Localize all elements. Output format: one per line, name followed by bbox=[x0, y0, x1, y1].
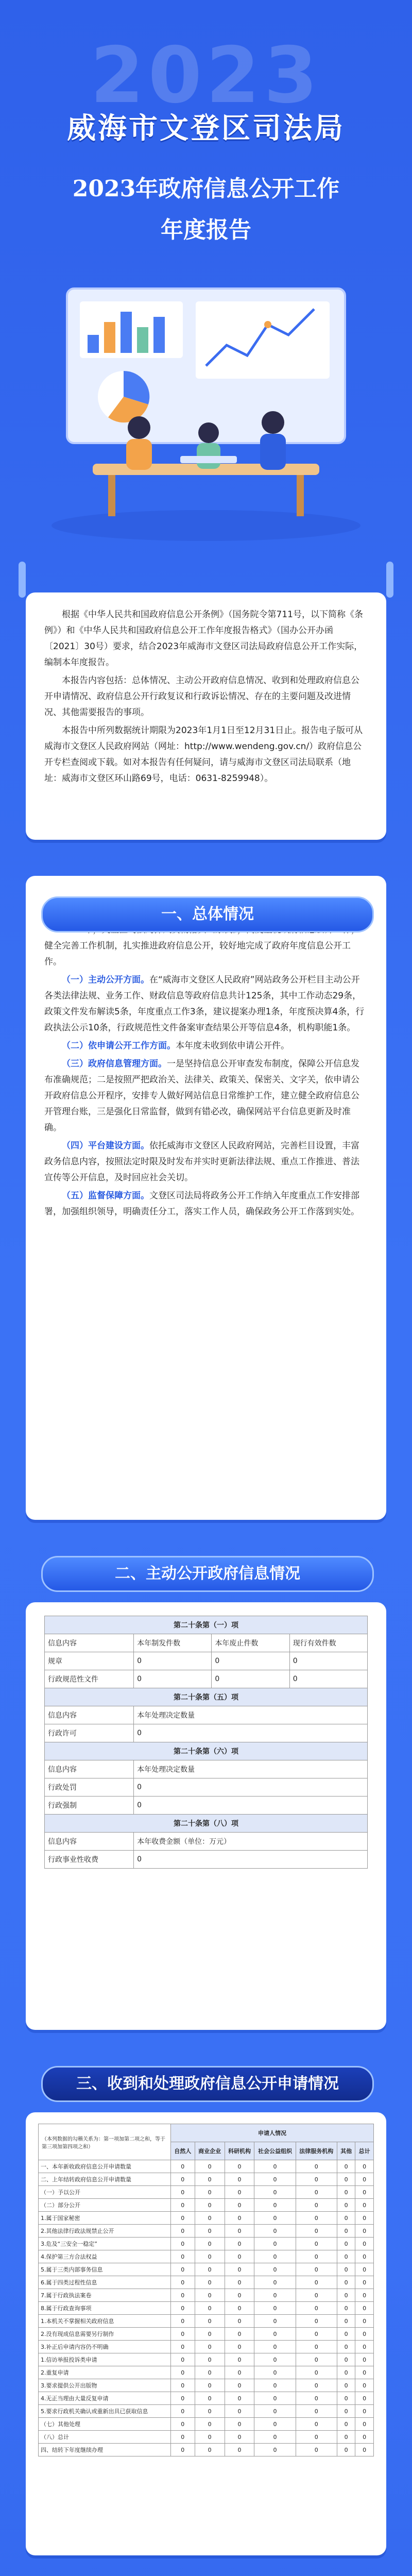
table-row bbox=[39, 2418, 374, 2431]
sec1-text-3: 一是坚持信息公开审查发布制度，保障公开信息发布准确规范；二是按照严把政治关、法律关、政策关、保密关、文字关，依申请公开政府信息公开程序，安排专人做好网站信息日常维护工作，建立健全政府信息公开管理台账，三是强化日常监督，做到有错必改，确保网站平台信息更新及时准确。 bbox=[44, 1059, 359, 1133]
org-title: 威海市文登区司法局 bbox=[67, 111, 345, 145]
table-row bbox=[39, 2353, 374, 2366]
table1-col-3: 现行有效件数 bbox=[289, 1634, 367, 1652]
count-cell: 0 bbox=[170, 2212, 195, 2225]
count-cell: 0 bbox=[296, 2431, 337, 2444]
applicant-header: 申请人情况 bbox=[170, 2124, 373, 2142]
table3-cell: 行政强制 bbox=[45, 1797, 134, 1815]
count-cell: 0 bbox=[195, 2353, 225, 2366]
table1-cell: 0 bbox=[289, 1652, 367, 1670]
row-label: 4.无正当理由大量反复申请 bbox=[39, 2392, 171, 2405]
table-row bbox=[45, 1797, 368, 1815]
count-cell: 0 bbox=[225, 2250, 254, 2263]
count-cell: 0 bbox=[170, 2276, 195, 2289]
count-cell: 0 bbox=[225, 2238, 254, 2250]
sec1-heading-3: （三）政府信息管理方面。 bbox=[62, 1059, 167, 1069]
count-cell: 0 bbox=[225, 2431, 254, 2444]
count-cell: 0 bbox=[337, 2379, 355, 2392]
table-row bbox=[39, 2225, 374, 2238]
section2-card bbox=[26, 1602, 386, 2030]
table4-col-0: 信息内容 bbox=[45, 1833, 134, 1851]
count-cell: 0 bbox=[254, 2212, 296, 2225]
count-cell: 0 bbox=[355, 2289, 374, 2302]
count-cell: 0 bbox=[355, 2238, 374, 2250]
count-cell: 0 bbox=[225, 2418, 254, 2431]
count-cell: 0 bbox=[195, 2212, 225, 2225]
count-cell: 0 bbox=[170, 2160, 195, 2173]
count-cell: 0 bbox=[225, 2366, 254, 2379]
table-row bbox=[39, 2263, 374, 2276]
table-row bbox=[45, 1652, 368, 1670]
office-illustration bbox=[31, 258, 381, 546]
table4-cell: 行政事业性收费 bbox=[45, 1851, 134, 1869]
count-cell: 0 bbox=[254, 2353, 296, 2366]
sec1-text-4: 依托威海市文登区人民政府网站，完善栏目设置，丰富政务信息内容，按照法定时限及时发布并实时更新法律法规、重点工作推进、普法宣传等公开信息，及时回应社会关切。 bbox=[44, 1141, 359, 1183]
count-cell: 0 bbox=[355, 2212, 374, 2225]
count-cell: 0 bbox=[170, 2199, 195, 2212]
table-row bbox=[39, 2341, 374, 2353]
table1-col-2: 本年废止件数 bbox=[212, 1634, 289, 1652]
count-cell: 0 bbox=[195, 2392, 225, 2405]
count-cell: 0 bbox=[337, 2418, 355, 2431]
count-cell: 0 bbox=[337, 2225, 355, 2238]
table2-header: 第二十条第（五）项 bbox=[45, 1688, 368, 1706]
count-cell: 0 bbox=[170, 2392, 195, 2405]
count-cell: 0 bbox=[195, 2173, 225, 2186]
table-row bbox=[39, 2328, 374, 2341]
count-cell: 0 bbox=[225, 2160, 254, 2173]
count-cell: 0 bbox=[296, 2366, 337, 2379]
table-row bbox=[39, 2160, 374, 2173]
applicant-col-5: 其他 bbox=[337, 2142, 355, 2160]
count-cell: 0 bbox=[355, 2418, 374, 2431]
count-cell: 0 bbox=[296, 2225, 337, 2238]
table-row bbox=[45, 1778, 368, 1797]
count-cell: 0 bbox=[337, 2405, 355, 2418]
count-cell: 0 bbox=[254, 2392, 296, 2405]
count-cell: 0 bbox=[337, 2173, 355, 2186]
table1-cell: 行政规范性文件 bbox=[45, 1670, 134, 1688]
count-cell: 0 bbox=[254, 2418, 296, 2431]
count-cell: 0 bbox=[254, 2250, 296, 2263]
sec1-heading-2: （二）依申请公开工作方面。 bbox=[62, 1041, 176, 1051]
applicant-col-1: 商业企业 bbox=[195, 2142, 225, 2160]
count-cell: 0 bbox=[337, 2263, 355, 2276]
count-cell: 0 bbox=[337, 2186, 355, 2199]
count-cell: 0 bbox=[170, 2444, 195, 2456]
table1-cell: 0 bbox=[212, 1652, 289, 1670]
count-cell: 0 bbox=[254, 2225, 296, 2238]
count-cell: 0 bbox=[296, 2173, 337, 2186]
count-cell: 0 bbox=[225, 2353, 254, 2366]
table-row bbox=[39, 2405, 374, 2418]
connector-left bbox=[19, 562, 26, 598]
report-title-line1: 2023年政府信息公开工作 bbox=[72, 176, 340, 202]
count-cell: 0 bbox=[170, 2353, 195, 2366]
count-cell: 0 bbox=[355, 2366, 374, 2379]
count-cell: 0 bbox=[254, 2341, 296, 2353]
count-cell: 0 bbox=[337, 2444, 355, 2456]
table-row bbox=[39, 2276, 374, 2289]
count-cell: 0 bbox=[355, 2341, 374, 2353]
count-cell: 0 bbox=[195, 2444, 225, 2456]
table-row bbox=[39, 2173, 374, 2186]
table1-cell: 0 bbox=[134, 1670, 212, 1688]
table3-cell: 行政处罚 bbox=[45, 1778, 134, 1797]
count-cell: 0 bbox=[225, 2173, 254, 2186]
count-cell: 0 bbox=[296, 2392, 337, 2405]
count-cell: 0 bbox=[296, 2418, 337, 2431]
background-year: 2023 bbox=[90, 31, 322, 121]
count-cell: 0 bbox=[195, 2341, 225, 2353]
sec1-text-2: 本年度未收到依申请公开件。 bbox=[176, 1041, 289, 1051]
table-row bbox=[39, 2392, 374, 2405]
count-cell: 0 bbox=[254, 2173, 296, 2186]
table-row bbox=[39, 2250, 374, 2263]
count-cell: 0 bbox=[225, 2341, 254, 2353]
applicant-col-3: 社会公益组织 bbox=[254, 2142, 296, 2160]
count-cell: 0 bbox=[254, 2238, 296, 2250]
intro-paragraph-1: 根据《中华人民共和国政府信息公开条例》（国务院令第711号，以下简称《条例》）和《中华人民共和国政府信息公开工作年度报告格式》（国办公开办函〔2021〕30号）要求，结合2023年威海市文登区司法局政府信息公开工作实际，编制本年度报告。 bbox=[44, 609, 363, 668]
count-cell: 0 bbox=[355, 2186, 374, 2199]
count-cell: 0 bbox=[170, 2315, 195, 2328]
count-cell: 0 bbox=[337, 2238, 355, 2250]
table-row bbox=[39, 2199, 374, 2212]
sec1-item-5 bbox=[44, 1188, 368, 1220]
count-cell: 0 bbox=[254, 2379, 296, 2392]
count-cell: 0 bbox=[195, 2238, 225, 2250]
count-cell: 0 bbox=[337, 2366, 355, 2379]
count-cell: 0 bbox=[296, 2212, 337, 2225]
row-label: 2.没有现成信息需要另行制作 bbox=[39, 2328, 171, 2341]
count-cell: 0 bbox=[170, 2379, 195, 2392]
count-cell: 0 bbox=[296, 2405, 337, 2418]
table1-cell: 0 bbox=[212, 1670, 289, 1688]
count-cell: 0 bbox=[296, 2199, 337, 2212]
count-cell: 0 bbox=[225, 2199, 254, 2212]
count-cell: 0 bbox=[254, 2366, 296, 2379]
count-cell: 0 bbox=[355, 2250, 374, 2263]
count-cell: 0 bbox=[225, 2405, 254, 2418]
row-label: 一、本年新收政府信息公开申请数量 bbox=[39, 2160, 171, 2173]
sec1-text-5: 文登区司法局将政务公开工作纳入年度重点工作安排部署，加强组织领导，明确责任分工，落实工作人员，确保政务公开工作落到实处。 bbox=[44, 1191, 359, 1217]
row-label: 7.属于行政执法案卷 bbox=[39, 2289, 171, 2302]
section3-heading: 三、收到和处理政府信息公开申请情况 bbox=[41, 2066, 374, 2102]
table3-col-0: 信息内容 bbox=[45, 1760, 134, 1778]
count-cell: 0 bbox=[337, 2250, 355, 2263]
count-cell: 0 bbox=[195, 2302, 225, 2315]
count-cell: 0 bbox=[337, 2160, 355, 2173]
table-row bbox=[45, 1670, 368, 1688]
table4-cell: 0 bbox=[134, 1851, 368, 1869]
count-cell: 0 bbox=[254, 2263, 296, 2276]
sec1-item-2 bbox=[44, 1038, 368, 1054]
count-cell: 0 bbox=[195, 2289, 225, 2302]
count-cell: 0 bbox=[296, 2315, 337, 2328]
count-cell: 0 bbox=[355, 2353, 374, 2366]
count-cell: 0 bbox=[296, 2444, 337, 2456]
count-cell: 0 bbox=[337, 2315, 355, 2328]
count-cell: 0 bbox=[225, 2263, 254, 2276]
row-label: 6.属于四类过程性信息 bbox=[39, 2276, 171, 2289]
table-row bbox=[39, 2366, 374, 2379]
sec1-text-1: 在“威海市文登区人民政府”网站政务公开栏目主动公开各类法律法规、业务工作、财政信息等政府信息共计125条，其中工作动态29条，政策文件发布解读5条，年度重点工作3条，建议提案办理1条，年度预决算4条，行政执法公示10条，行政规范性文件备案审查结果公开等信息4条，机构职能1条。 bbox=[44, 975, 365, 1033]
table2-cell: 0 bbox=[134, 1724, 368, 1742]
count-cell: 0 bbox=[337, 2328, 355, 2341]
count-cell: 0 bbox=[296, 2238, 337, 2250]
row-label: （一）予以公开 bbox=[39, 2186, 171, 2199]
application-table bbox=[38, 2124, 374, 2456]
count-cell: 0 bbox=[254, 2315, 296, 2328]
header-banner bbox=[0, 0, 412, 567]
count-cell: 0 bbox=[296, 2276, 337, 2289]
table1-col-0: 信息内容 bbox=[45, 1634, 134, 1652]
count-cell: 0 bbox=[355, 2225, 374, 2238]
row-label: 3.补正后申请内容仍不明确 bbox=[39, 2341, 171, 2353]
count-cell: 0 bbox=[170, 2186, 195, 2199]
row-label: 1.信访举报投诉类申请 bbox=[39, 2353, 171, 2366]
sec1-heading-1: （一）主动公开方面。 bbox=[62, 975, 149, 985]
table-row bbox=[39, 2315, 374, 2328]
count-cell: 0 bbox=[296, 2289, 337, 2302]
count-cell: 0 bbox=[170, 2173, 195, 2186]
table-row bbox=[39, 2302, 374, 2315]
count-cell: 0 bbox=[195, 2379, 225, 2392]
count-cell: 0 bbox=[195, 2276, 225, 2289]
table1-col-1: 本年制发件数 bbox=[134, 1634, 212, 1652]
table1-header: 第二十条第（一）项 bbox=[45, 1616, 368, 1634]
table2-cell: 行政许可 bbox=[45, 1724, 134, 1742]
count-cell: 0 bbox=[225, 2289, 254, 2302]
count-cell: 0 bbox=[254, 2302, 296, 2315]
count-cell: 0 bbox=[337, 2276, 355, 2289]
count-cell: 0 bbox=[170, 2289, 195, 2302]
row-label: 5.要求行政机关确认或重新出具已获取信息 bbox=[39, 2405, 171, 2418]
count-cell: 0 bbox=[355, 2302, 374, 2315]
count-cell: 0 bbox=[296, 2263, 337, 2276]
applicant-col-6: 总计 bbox=[355, 2142, 374, 2160]
count-cell: 0 bbox=[225, 2379, 254, 2392]
count-cell: 0 bbox=[355, 2173, 374, 2186]
count-cell: 0 bbox=[296, 2328, 337, 2341]
intro-card bbox=[26, 592, 386, 840]
count-cell: 0 bbox=[170, 2238, 195, 2250]
count-cell: 0 bbox=[225, 2212, 254, 2225]
sec1-heading-5: （五）监督保障方面。 bbox=[62, 1191, 149, 1201]
count-cell: 0 bbox=[355, 2328, 374, 2341]
count-cell: 0 bbox=[225, 2392, 254, 2405]
count-cell: 0 bbox=[195, 2263, 225, 2276]
count-cell: 0 bbox=[254, 2328, 296, 2341]
count-cell: 0 bbox=[355, 2444, 374, 2456]
row-label: （八）总计 bbox=[39, 2431, 171, 2444]
count-cell: 0 bbox=[254, 2289, 296, 2302]
table-row bbox=[45, 1724, 368, 1742]
count-cell: 0 bbox=[337, 2353, 355, 2366]
count-cell: 0 bbox=[254, 2431, 296, 2444]
table-row bbox=[39, 2444, 374, 2456]
count-cell: 0 bbox=[296, 2302, 337, 2315]
count-cell: 0 bbox=[296, 2186, 337, 2199]
count-cell: 0 bbox=[337, 2199, 355, 2212]
applicant-col-4: 法律服务机构 bbox=[296, 2142, 337, 2160]
count-cell: 0 bbox=[337, 2289, 355, 2302]
count-cell: 0 bbox=[170, 2263, 195, 2276]
row-label: 1.属于国家秘密 bbox=[39, 2212, 171, 2225]
table2-col-0: 信息内容 bbox=[45, 1706, 134, 1724]
count-cell: 0 bbox=[225, 2315, 254, 2328]
count-cell: 0 bbox=[225, 2302, 254, 2315]
row-label: 四、结转下年度继续办理 bbox=[39, 2444, 171, 2456]
connector-right bbox=[386, 562, 393, 598]
count-cell: 0 bbox=[170, 2341, 195, 2353]
count-cell: 0 bbox=[195, 2431, 225, 2444]
count-cell: 0 bbox=[355, 2276, 374, 2289]
intro-paragraph-2: 本报告内容包括：总体情况、主动公开政府信息情况、收到和处理政府信息公开申请情况、政府信息公开行政复议和行政诉讼情况、存在的主要问题及改进情况、其他需要报告的事项。 bbox=[44, 675, 359, 718]
count-cell: 0 bbox=[170, 2366, 195, 2379]
count-cell: 0 bbox=[170, 2302, 195, 2315]
count-cell: 0 bbox=[254, 2405, 296, 2418]
table-row bbox=[39, 2289, 374, 2302]
count-cell: 0 bbox=[170, 2225, 195, 2238]
row-label: 2.其他法律行政法规禁止公开 bbox=[39, 2225, 171, 2238]
count-cell: 0 bbox=[195, 2315, 225, 2328]
sec1-heading-4: （四）平台建设方面。 bbox=[62, 1141, 149, 1151]
row-label: （七）其他处理 bbox=[39, 2418, 171, 2431]
sec1-item-1 bbox=[44, 972, 368, 1036]
count-cell: 0 bbox=[195, 2328, 225, 2341]
intro-paragraph-3: 本报告中所列数据统计期限为2023年1月1日至12月31日止。报告电子版可从威海市文登区人民政府网站（网址：http://www.wendeng.gov.cn/）政府信息公开专栏查阅或下载。如对本报告有任何疑问，请与威海市文登区司法局联系（地址：威海市文登区环山路69号，电话：0631-8259948）。 bbox=[44, 725, 363, 784]
section1-heading: 一、总体情况 bbox=[41, 896, 374, 933]
table-row bbox=[39, 2186, 374, 2199]
row-label: 5.属于三类内部事务信息 bbox=[39, 2263, 171, 2276]
row-label: 1.本机关不掌握相关政府信息 bbox=[39, 2315, 171, 2328]
table-row bbox=[39, 2238, 374, 2250]
count-cell: 0 bbox=[337, 2212, 355, 2225]
table2-col-1: 本年处理决定数量 bbox=[134, 1706, 368, 1724]
count-cell: 0 bbox=[296, 2341, 337, 2353]
count-cell: 0 bbox=[195, 2160, 225, 2173]
count-cell: 0 bbox=[355, 2405, 374, 2418]
count-cell: 0 bbox=[195, 2405, 225, 2418]
count-cell: 0 bbox=[296, 2250, 337, 2263]
table-row bbox=[45, 1851, 368, 1869]
section1-card bbox=[26, 876, 386, 1520]
count-cell: 0 bbox=[195, 2366, 225, 2379]
count-cell: 0 bbox=[337, 2392, 355, 2405]
row-label: 8.属于行政查询事项 bbox=[39, 2302, 171, 2315]
section2-heading: 二、主动公开政府信息情况 bbox=[41, 1556, 374, 1592]
row-label: 3.要求提供公开出版物 bbox=[39, 2379, 171, 2392]
section3-card bbox=[26, 2112, 386, 2555]
count-cell: 0 bbox=[296, 2379, 337, 2392]
count-cell: 0 bbox=[195, 2186, 225, 2199]
count-cell: 0 bbox=[254, 2444, 296, 2456]
count-cell: 0 bbox=[195, 2199, 225, 2212]
count-cell: 0 bbox=[225, 2276, 254, 2289]
row-label: （二）部分公开 bbox=[39, 2199, 171, 2212]
count-cell: 0 bbox=[225, 2328, 254, 2341]
count-cell: 0 bbox=[337, 2341, 355, 2353]
table1-cell: 0 bbox=[134, 1652, 212, 1670]
count-cell: 0 bbox=[337, 2431, 355, 2444]
count-cell: 0 bbox=[355, 2431, 374, 2444]
count-cell: 0 bbox=[337, 2302, 355, 2315]
count-cell: 0 bbox=[170, 2431, 195, 2444]
row-label: 4.保护第三方合法权益 bbox=[39, 2250, 171, 2263]
count-cell: 0 bbox=[195, 2250, 225, 2263]
count-cell: 0 bbox=[225, 2186, 254, 2199]
table3-header: 第二十条第（六）项 bbox=[45, 1742, 368, 1760]
count-cell: 0 bbox=[225, 2444, 254, 2456]
table3-cell: 0 bbox=[134, 1797, 368, 1815]
table1-cell: 0 bbox=[289, 1670, 367, 1688]
count-cell: 0 bbox=[355, 2263, 374, 2276]
count-cell: 0 bbox=[254, 2276, 296, 2289]
table-article20-1 bbox=[44, 1616, 368, 1869]
report-title-line2: 年度报告 bbox=[161, 217, 251, 243]
table-row bbox=[39, 2212, 374, 2225]
count-cell: 0 bbox=[225, 2225, 254, 2238]
count-cell: 0 bbox=[355, 2392, 374, 2405]
sec1-item-3 bbox=[44, 1056, 368, 1136]
table3-main-col: （本列数据的勾稽关系为：第一项加第二项之和，等于第三项加第四项之和） bbox=[39, 2124, 171, 2160]
table-row bbox=[39, 2379, 374, 2392]
applicant-col-2: 科研机构 bbox=[225, 2142, 254, 2160]
row-label: 二、上年结转政府信息公开申请数量 bbox=[39, 2173, 171, 2186]
count-cell: 0 bbox=[355, 2379, 374, 2392]
table3-col-1: 本年处理决定数量 bbox=[134, 1760, 368, 1778]
sec1-item-4 bbox=[44, 1138, 368, 1186]
row-label: 3.危及“三安全一稳定” bbox=[39, 2238, 171, 2250]
count-cell: 0 bbox=[195, 2418, 225, 2431]
table4-col-1: 本年收费金额（单位：万元） bbox=[134, 1833, 368, 1851]
row-label: 2.重复申请 bbox=[39, 2366, 171, 2379]
sec1-paragraph-1: 健全完善工作机制，扎实推进政府信息公开，较好地完成了政府年度信息公开工作。 bbox=[44, 941, 351, 967]
count-cell: 0 bbox=[170, 2405, 195, 2418]
count-cell: 0 bbox=[170, 2418, 195, 2431]
table4-header: 第二十条第（八）项 bbox=[45, 1815, 368, 1833]
count-cell: 0 bbox=[355, 2160, 374, 2173]
count-cell: 0 bbox=[170, 2328, 195, 2341]
count-cell: 0 bbox=[355, 2315, 374, 2328]
count-cell: 0 bbox=[296, 2160, 337, 2173]
count-cell: 0 bbox=[195, 2225, 225, 2238]
table-row bbox=[39, 2431, 374, 2444]
count-cell: 0 bbox=[254, 2160, 296, 2173]
count-cell: 0 bbox=[170, 2250, 195, 2263]
count-cell: 0 bbox=[296, 2353, 337, 2366]
table3-cell: 0 bbox=[134, 1778, 368, 1797]
count-cell: 0 bbox=[254, 2186, 296, 2199]
count-cell: 0 bbox=[355, 2199, 374, 2212]
applicant-col-0: 自然人 bbox=[170, 2142, 195, 2160]
table1-cell: 规章 bbox=[45, 1652, 134, 1670]
count-cell: 0 bbox=[254, 2199, 296, 2212]
